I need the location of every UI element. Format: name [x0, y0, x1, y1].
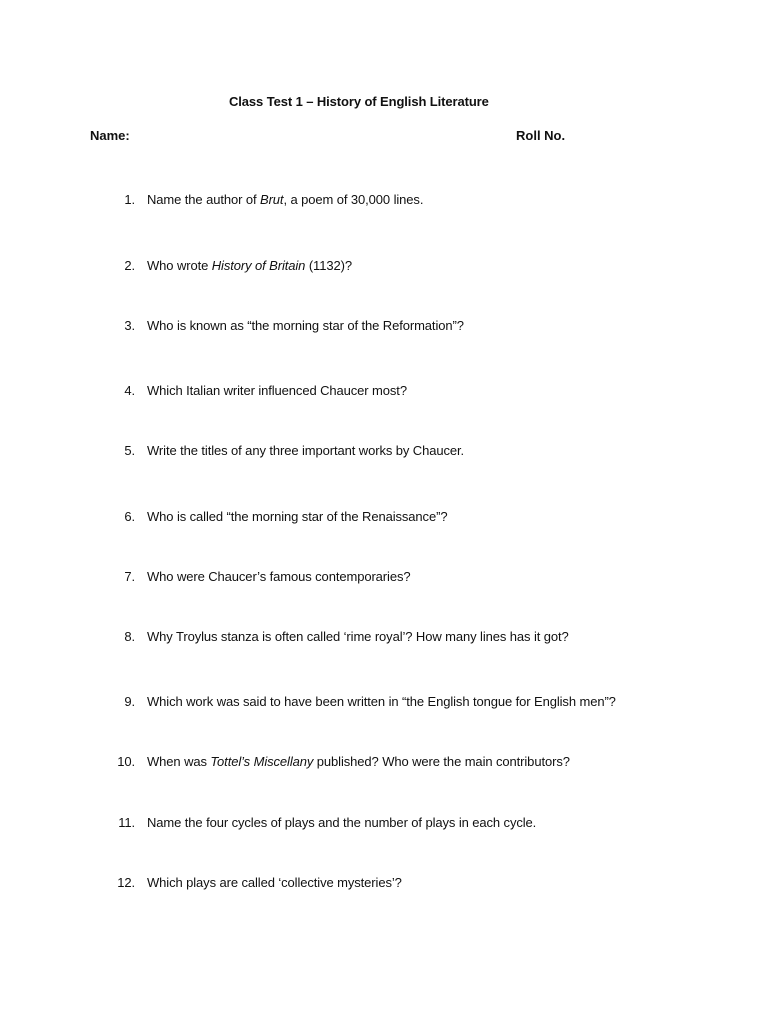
question-italic-title: Brut — [260, 192, 284, 207]
question-text — [147, 754, 570, 769]
question-number: 11. — [118, 815, 135, 830]
question-text-part: Who were Chaucer’s famous contemporaries? — [147, 569, 411, 584]
question-text — [147, 383, 407, 398]
question-text-part: Write the titles of any three important works by Chaucer. — [147, 443, 465, 458]
name-label: Name: — [90, 128, 130, 143]
question-text-part: (1132)? — [305, 258, 352, 273]
question-number: 5. — [124, 443, 135, 458]
question-text — [147, 443, 464, 458]
question-text-part: When was — [147, 754, 211, 769]
question-text-part: , a poem of 30,000 lines. — [283, 192, 424, 207]
question-text-part: Which work was said to have been written in “the English tongue for English men”? — [147, 694, 616, 709]
question-number: 7. — [124, 569, 135, 584]
question-text — [147, 815, 536, 830]
question-text-part: Name the four cycles of plays and the number of plays in each cycle. — [147, 815, 537, 830]
question-text-part: Which Italian writer influenced Chaucer most? — [147, 383, 407, 398]
question-number: 12. — [117, 875, 135, 890]
question-text — [147, 875, 402, 890]
question-text-part: Which plays are called ‘collective mysteries’? — [147, 875, 402, 890]
question-number: 8. — [124, 629, 135, 644]
question-number: 1. — [124, 192, 135, 207]
page-title: Class Test 1 – History of English Literature — [229, 94, 489, 109]
question-text — [147, 509, 447, 524]
question-italic-title: Tottel’s Miscellany — [210, 754, 314, 769]
roll-number-label: Roll No. — [516, 128, 566, 143]
question-text-part: Who is known as “the morning star of the Reformation”? — [147, 318, 464, 333]
question-text — [147, 569, 411, 584]
question-text — [147, 694, 616, 709]
question-text — [147, 192, 423, 207]
question-text-part: Who wrote — [147, 258, 212, 273]
question-number: 3. — [124, 318, 135, 333]
question-number: 2. — [124, 258, 135, 273]
question-text-part: Who is called “the morning star of the Renaissance”? — [147, 509, 448, 524]
question-text-part: Why Troylus stanza is often called ‘rime royal’? How many lines has it got? — [147, 629, 569, 644]
question-text-part: Name the author of — [147, 192, 260, 207]
question-text — [147, 318, 464, 333]
question-number: 9. — [124, 694, 135, 709]
question-number: 6. — [124, 509, 135, 524]
question-number: 4. — [124, 383, 135, 398]
question-text — [147, 629, 569, 644]
question-number: 10. — [117, 754, 135, 769]
question-text-part: published? Who were the main contributors? — [313, 754, 570, 769]
question-text — [147, 258, 352, 273]
question-italic-title: History of Britain — [211, 258, 306, 273]
